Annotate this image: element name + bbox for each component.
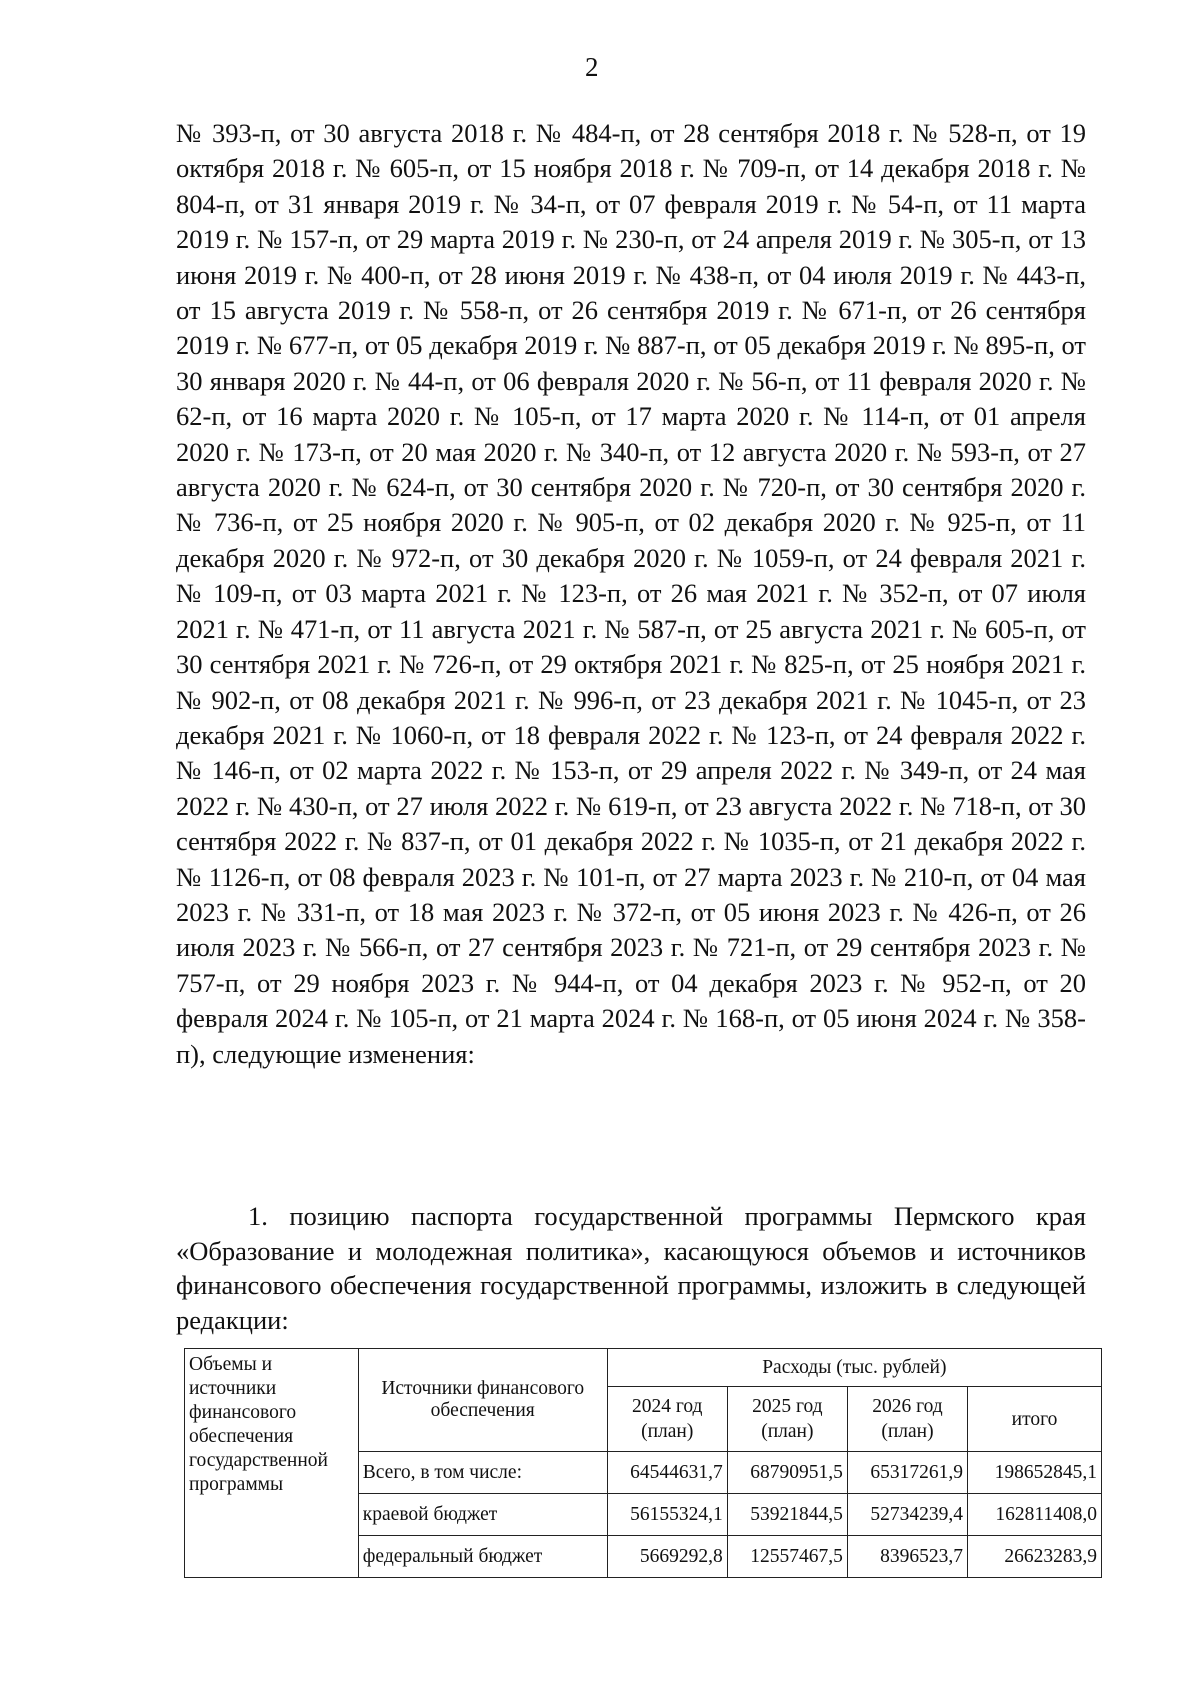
value-cell: 56155324,1 [607, 1494, 727, 1536]
table-header-row [185, 1349, 1102, 1387]
column-header-2026: 2026 год (план) [847, 1387, 967, 1452]
source-cell: федеральный бюджет [358, 1536, 607, 1578]
expenses-header-cell: Расходы (тыс. рублей) [607, 1349, 1101, 1387]
item1-paragraph: 1. позицию паспорта государственной программы Пермского края «Образование и молодежная политика», касающуюся объемов и источников финансового обеспечения государственной программы, изложить в следующей редакции: [176, 1201, 1086, 1335]
value-cell: 5669292,8 [607, 1536, 727, 1578]
total-cell: 162811408,0 [968, 1494, 1102, 1536]
column-header-2024: 2024 год (план) [607, 1387, 727, 1452]
column-header-2025: 2025 год (план) [727, 1387, 847, 1452]
value-cell: 65317261,9 [847, 1452, 967, 1494]
value-cell: 12557467,5 [727, 1536, 847, 1578]
source-cell: краевой бюджет [358, 1494, 607, 1536]
total-cell: 26623283,9 [968, 1536, 1102, 1578]
body-paragraph: № 393-п, от 30 августа 2018 г. № 484-п, от 28 сентября 2018 г. № 528-п, от 19 октября 2018 г. № 605-п, от 15 ноября 2018 г. № 709-п, от 14 декабря 2018 г. № 804-п, от 31 января 2019 г. № 34-п, от 07 февраля 2019 г. № 54-п, от 11 марта 2019 г. № 157-п, от 29 марта 2019 г. № 230-п, от 24 апреля 2019 г. № 305-п, от 13 июня 2019 г. № 400-п, от 28 июня 2019 г. № 438-п, от 04 июля 2019 г. № 443-п, от 15 августа 2019 г. № 558-п, от 26 сентября 2019 г. № 671-п, от 26 сентября 2019 г. № 677-п, от 05 декабря 2019 г. № 887-п, от 05 декабря 2019 г. № 895-п, от 30 января 2020 г. № 44-п, от 06 февраля 2020 г. № 56-п, от 11 февраля 2020 г. № 62-п, от 16 марта 2020 г. № 105-п, от 17 марта 2020 г. № 114-п, от 01 апреля 2020 г. № 173-п, от 20 мая 2020 г. № 340-п, от 12 августа 2020 г. № 593-п, от 27 августа 2020 г. № 624-п, от 30 сентября 2020 г. № 720-п, от 30 сентября 2020 г. № 736-п, от 25 ноября 2020 г. № 905-п, от 02 декабря 2020 г. № 925-п, от 11 декабря 2020 г. № 972-п, от 30 декабря 2020 г. № 1059-п, от 24 февраля 2021 г. № 109-п, от 03 марта 2021 г. № 123-п, от 26 мая 2021 г. № 352-п, от 07 июля 2021 г. № 471-п, от 11 августа 2021 г. № 587-п, от 25 августа 2021 г. № 605-п, от 30 сентября 2021 г. № 726-п, от 29 октября 2021 г. № 825-п, от 25 ноября 2021 г. № 902-п, от 08 декабря 2021 г. № 996-п, от 23 декабря 2021 г. № 1045-п, от 23 декабря 2021 г. № 1060-п, от 18 февраля 2022 г. № 123-п, от 24 февраля 2022 г. № 146-п, от 02 марта 2022 г. № 153-п, от 29 апреля 2022 г. № 349-п, от 24 мая 2022 г. № 430-п, от 27 июля 2022 г. № 619-п, от 23 августа 2022 г. № 718-п, от 30 сентября 2022 г. № 837-п, от 01 декабря 2022 г. № 1035-п, от 21 декабря 2022 г. № 1126-п, от 08 февраля 2023 г. № 101-п, от 27 марта 2023 г. № 210-п, от 04 мая 2023 г. № 331-п, от 18 мая 2023 г. № 372-п, от 05 июня 2023 г. № 426-п, от 26 июля 2023 г. № 566-п, от 27 сентября 2023 г. № 721-п, от 29 сентября 2023 г. № 757-п, от 29 ноября 2023 г. № 944-п, от 04 декабря 2023 г. № 952-п, от 20 февраля 2024 г. № 105-п, от 21 марта 2024 г. № 168-п, от 05 июня 2024 г. № 358-п), следующие изменения: [176, 118, 1086, 1069]
value-cell: 68790951,5 [727, 1452, 847, 1494]
source-header-cell: Источники финансового обеспечения [358, 1349, 607, 1452]
value-cell: 8396523,7 [847, 1536, 967, 1578]
value-cell: 64544631,7 [607, 1452, 727, 1494]
value-cell: 53921844,5 [727, 1494, 847, 1536]
column-header-total: итого [968, 1387, 1102, 1452]
source-cell: Всего, в том числе: [358, 1452, 607, 1494]
total-cell: 198652845,1 [968, 1452, 1102, 1494]
financing-table [184, 1348, 1102, 1578]
page-number: 2 [585, 52, 599, 82]
left-header-cell: Объемы и источники финансового обеспечения государственной программы [185, 1349, 359, 1578]
value-cell: 52734239,4 [847, 1494, 967, 1536]
